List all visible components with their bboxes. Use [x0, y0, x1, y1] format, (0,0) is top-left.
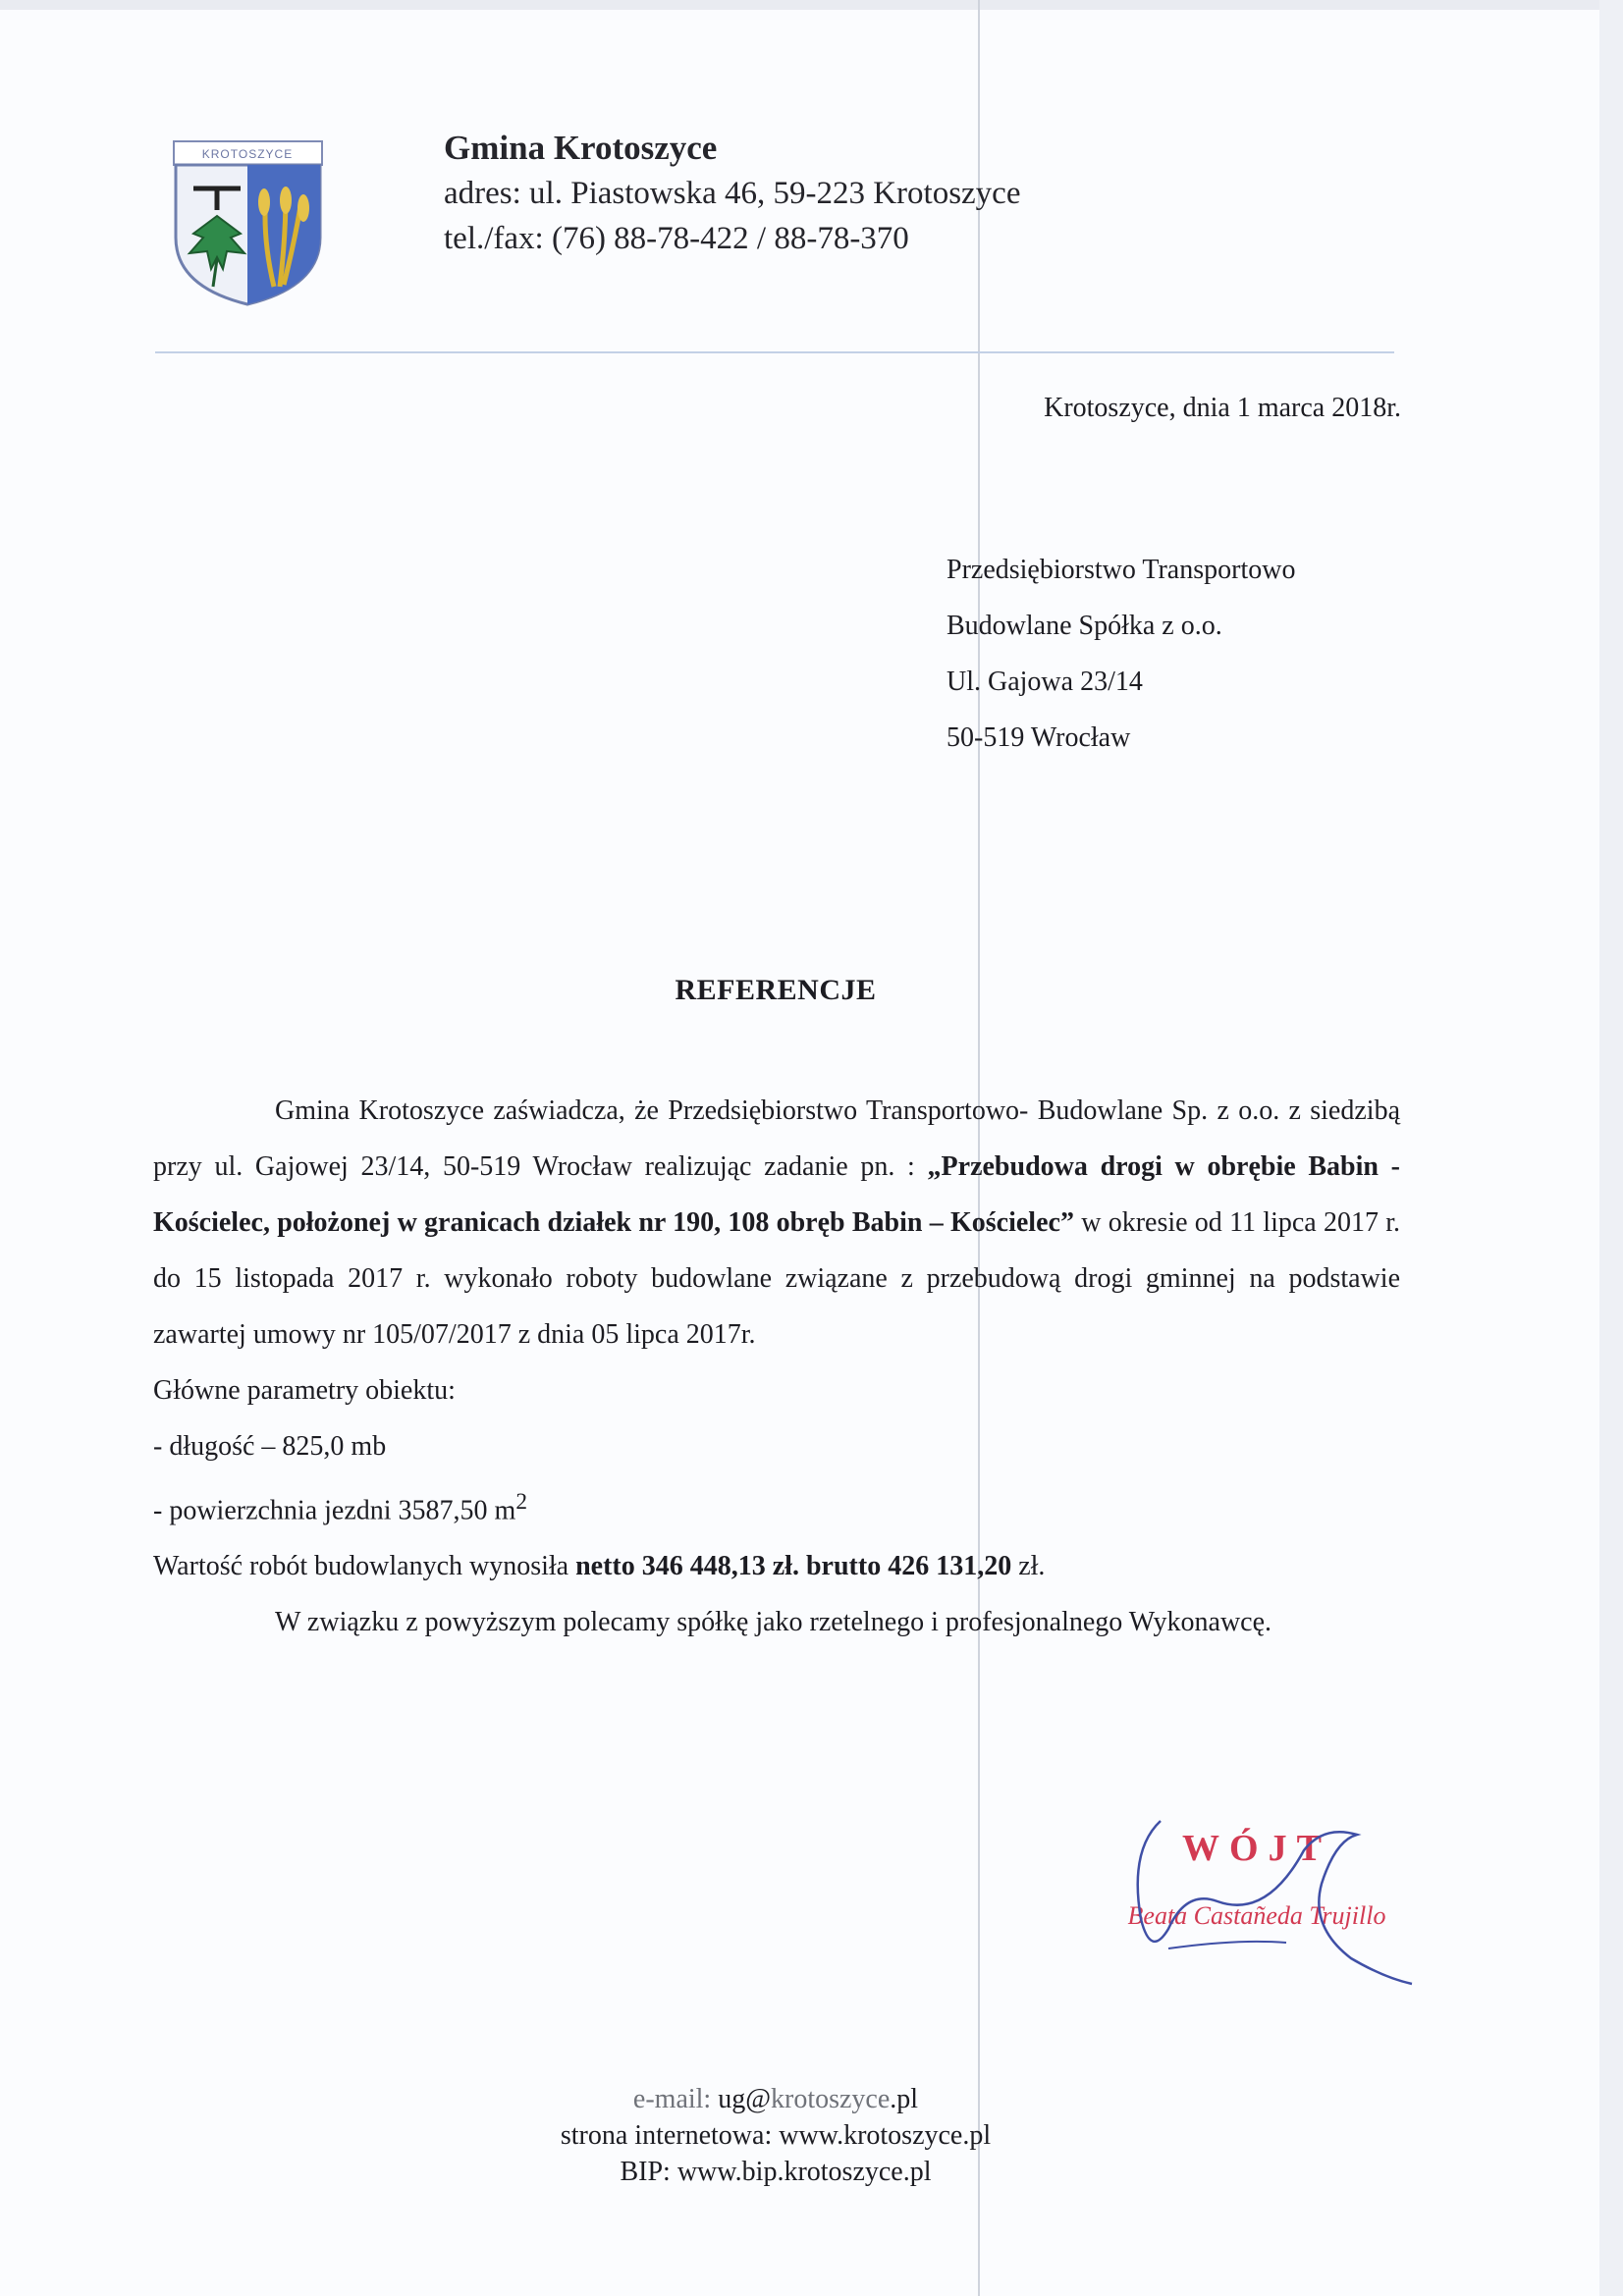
crest-text: KROTOSZYCE: [201, 147, 294, 161]
closing-paragraph: W związku z powyższym polecamy spółkę jako rzetelnego i profesjonalnego Wykonawcę.: [275, 1607, 1272, 1638]
email-host: krotoszyce: [771, 2084, 891, 2114]
signature-stamp: [1100, 1811, 1414, 1993]
letter-body: [153, 1083, 1400, 1650]
value-prefix: Wartość robót budowlanych wynosiła: [153, 1551, 576, 1582]
recipient-address: [947, 542, 1295, 766]
param-area-text: - powierzchnia jezdni 3587,50 m: [153, 1495, 516, 1526]
value-brutto: brutto 426 131,20: [805, 1551, 1012, 1582]
contract-value: [153, 1538, 1400, 1594]
params-heading: Główne parametry obiektu:: [153, 1375, 456, 1406]
recipient-line: Budowlane Spółka z o.o.: [947, 611, 1222, 641]
email-tld: .pl: [890, 2084, 919, 2114]
paragraph-text: w okresie od 11 lipca 2017 r. do 15 listopada 2017 r. wykonało roboty budowlane związane z przebudową drogi gminnej na podstawie zawartej umowy nr 105/07/2017 z dnia 05 lipca 2017r.: [153, 1207, 1401, 1350]
scan-edge-right: [1599, 0, 1623, 2296]
org-address: adres: ul. Piastowska 46, 59-223 Krotoszyce: [444, 176, 1021, 211]
org-phone: tel./fax: (76) 88-78-422 / 88-78-370: [444, 221, 909, 256]
param-area-unit-exp: 2: [515, 1489, 528, 1515]
value-netto: netto 346 448,13 zł.: [575, 1551, 799, 1582]
param-area: [153, 1474, 1400, 1538]
header-divider: [155, 351, 1394, 353]
recipient-line: Przedsiębiorstwo Transportowo: [947, 555, 1296, 585]
coat-of-arms-icon: [172, 139, 324, 306]
email-label: e-mail:: [632, 2084, 719, 2114]
main-paragraph: [153, 1083, 1400, 1362]
footer-bip: BIP: www.bip.krotoszyce.pl: [620, 2157, 932, 2187]
email-user: ug@: [718, 2084, 771, 2114]
paragraph-text: Gmina Krotoszyce zaświadcza, że Przedsiębiorstwo Transportowo- Budowlane Sp. z o.o. z siedzibą przy ul. Gajowej 23/14, 50-519 Wrocław realizując zadanie pn. :: [153, 1095, 1400, 1182]
recipient-line: 50-519 Wrocław: [947, 722, 1131, 753]
stamp-name: Beata Castañeda Trujillo: [1127, 1901, 1386, 1930]
letter-footer: [0, 2081, 1551, 2190]
letter-date: Krotoszyce, dnia 1 marca 2018r.: [1044, 393, 1401, 423]
value-suffix: zł.: [1011, 1551, 1046, 1582]
recipient-line: Ul. Gajowa 23/14: [947, 667, 1143, 697]
task-name: „Przebudowa drogi w obrębie Babin - Kościelec, położonej w granicach działek nr 190, 108 obręb Babin – Kościelec”: [153, 1151, 1400, 1238]
stamp-title: WÓJT: [1182, 1828, 1331, 1869]
param-length: - długość – 825,0 mb: [153, 1431, 387, 1462]
org-name: Gmina Krotoszyce: [444, 129, 718, 167]
scan-edge-top: [0, 0, 1623, 10]
document-title: REFERENCJE: [675, 974, 877, 1006]
footer-email: [0, 2081, 1551, 2117]
footer-website: strona internetowa: www.krotoszyce.pl: [560, 2120, 992, 2151]
letterhead: [444, 126, 1020, 261]
